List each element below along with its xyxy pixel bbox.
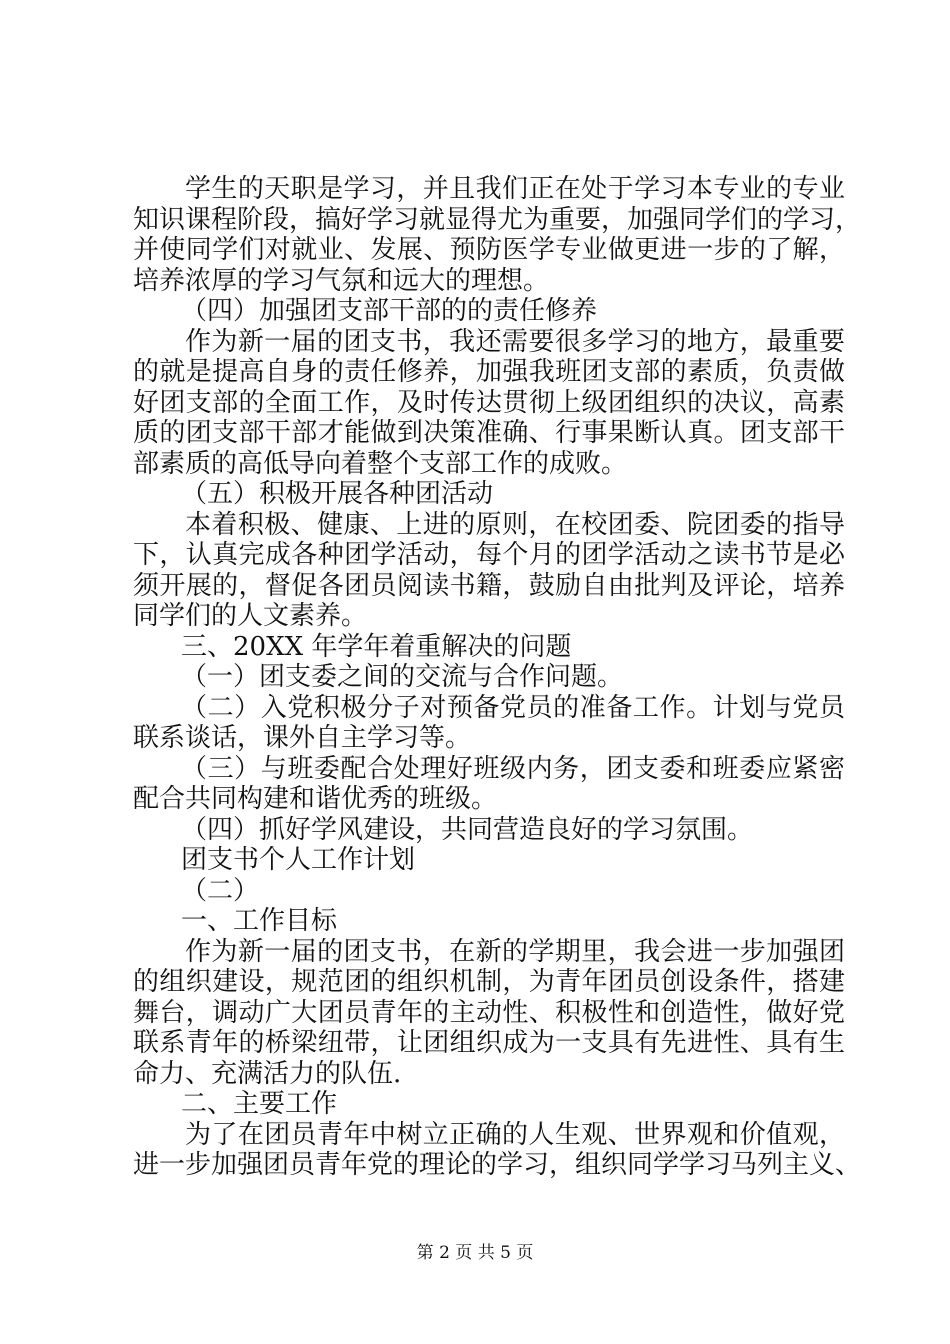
section-heading: （五）积极开展各种团活动 — [181, 479, 494, 509]
paragraph-line: 命力、充满活力的队伍. — [133, 1058, 402, 1089]
paragraph-line: 配合共同构建和谐优秀的班级。 — [133, 784, 498, 814]
paragraph-line: 知识课程阶段，搞好学习就显得尤为重要，加强同学们的学习， — [133, 204, 862, 235]
paragraph-line: 学生的天职是学习，并且我们正在处于学习本专业的专业 — [185, 174, 845, 204]
section-heading: 三、20XX 年学年着重解决的问题 — [181, 631, 572, 662]
paragraph-line: 联系青年的桥梁纽带，让团组织成为一支具有先进性、具有生 — [133, 1028, 845, 1058]
paragraph-line: 舞台，调动广大团员青年的主动性、积极性和创造性，做好党 — [133, 997, 845, 1028]
page-footer — [0, 1242, 950, 1264]
paragraph-line: 下，认真完成各种团学活动，每个月的团学活动之读书节是必 — [133, 540, 845, 570]
paragraph-line: 好团支部的全面工作，及时传达贯彻上级团组织的决议，高素 — [133, 387, 845, 418]
paragraph-line: 的就是提高自身的责任修养，加强我班团支部的素质，负责做 — [133, 357, 845, 387]
list-item: （四）抓好学风建设，共同营造良好的学习氛围。 — [181, 814, 754, 845]
paragraph-line: 本着积极、健康、上进的原则，在校团委、院团委的指导 — [185, 509, 845, 540]
section-heading: （四）加强团支部干部的的责任修养 — [181, 296, 598, 326]
section-heading: 一、工作目标 — [181, 906, 338, 936]
paragraph-line: 须开展的，督促各团员阅读书籍，鼓励自由批判及评论，培养 — [133, 570, 845, 601]
paragraph-line: 培养浓厚的学习气氛和远大的理想。 — [133, 265, 550, 296]
document-subtitle: （二） — [181, 875, 260, 906]
paragraph-line: 作为新一届的团支书，在新的学期里，我会进一步加强团 — [185, 936, 845, 967]
list-item: （二）入党积极分子对预备党员的准备工作。计划与党员 — [181, 692, 845, 723]
list-item: （一）团支委之间的交流与合作问题。 — [181, 662, 624, 692]
paragraph-line: 同学们的人文素养。 — [133, 601, 368, 631]
paragraph-line: 并使同学们对就业、发展、预防医学专业做更进一步的了解， — [133, 235, 845, 265]
paragraph-line: 质的团支部干部才能做到决策准确、行事果断认真。团支部干 — [133, 418, 845, 448]
paragraph-line: 作为新一届的团支书，我还需要很多学习的地方，最重要 — [185, 326, 845, 357]
paragraph-line: 为了在团员青年中树立正确的人生观、世界观和价值观， — [185, 1119, 845, 1150]
paragraph-line: 的组织建设，规范团的组织机制，为青年团员创设条件，搭建 — [133, 967, 845, 997]
page-number-label: 第 2 页 共 5 页 — [416, 1243, 534, 1263]
section-heading: 二、主要工作 — [181, 1089, 338, 1119]
list-item: （三）与班委配合处理好班级内务，团支委和班委应紧密 — [181, 753, 845, 784]
paragraph-line: 进一步加强团员青年党的理论的学习，组织同学学习马列主义、 — [133, 1150, 862, 1180]
document-title: 团支书个人工作计划 — [181, 845, 416, 875]
document-body — [133, 174, 862, 1181]
paragraph-line: 部素质的高低导向着整个支部工作的成败。 — [133, 448, 628, 479]
paragraph-line: 联系谈话，课外自主学习等。 — [133, 723, 472, 753]
